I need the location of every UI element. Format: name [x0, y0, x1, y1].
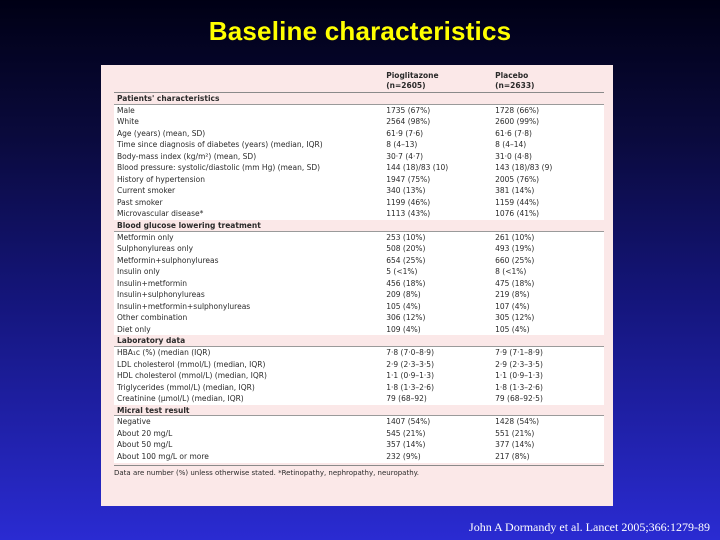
table-row [114, 347, 604, 359]
row-label: About 20 mg/L [117, 428, 173, 438]
table-row [114, 266, 604, 278]
placebo-value: 8 (4–14) [495, 140, 527, 150]
table-row [114, 232, 604, 244]
placebo-value: 1·8 (1·3–2·6) [495, 382, 543, 392]
placebo-value: 261 (10%) [495, 232, 535, 242]
placebo-value: 377 (14%) [495, 440, 535, 450]
pioglitazone-value: 2·9 (2·3–3·5) [386, 359, 435, 369]
table-row [114, 243, 604, 255]
pioglitazone-value: 508 (20%) [386, 244, 426, 254]
row-label: LDL cholesterol (mmol/L) (median, IQR) [117, 359, 266, 369]
pioglitazone-value: 340 (13%) [386, 186, 426, 196]
placebo-value: 1428 (54%) [495, 417, 540, 427]
row-label: Creatinine (μmol/L) (median, IQR) [117, 394, 244, 404]
row-label: History of hypertension [117, 174, 205, 184]
section-heading: Micral test result [114, 405, 604, 417]
placebo-value: 493 (19%) [495, 244, 535, 254]
table-row [114, 128, 604, 140]
table-body [114, 93, 604, 463]
table-row [114, 278, 604, 290]
table-row [114, 255, 604, 267]
row-label: About 50 mg/L [117, 440, 173, 450]
pioglitazone-value: 61·9 (7·6) [386, 128, 424, 138]
table-header [114, 69, 604, 93]
section-heading: Patients' characteristics [114, 93, 604, 105]
row-label: Past smoker [117, 197, 163, 207]
header-pioglitazone-n: (n=2605) [386, 81, 426, 90]
table-row [114, 439, 604, 451]
placebo-value: 219 (8%) [495, 290, 530, 300]
table-row [114, 185, 604, 197]
pioglitazone-value: 8 (4–13) [386, 140, 418, 150]
table-row [114, 382, 604, 394]
placebo-value: 7·9 (7·1–8·9) [495, 348, 543, 358]
pioglitazone-value: 105 (4%) [386, 301, 421, 311]
row-label: Sulphonylureas only [117, 244, 194, 254]
row-label: Current smoker [117, 186, 176, 196]
row-label: White [117, 117, 139, 127]
row-label: About 100 mg/L or more [117, 451, 209, 461]
table-row [114, 416, 604, 428]
placebo-value: 1728 (66%) [495, 105, 540, 115]
placebo-value: 660 (25%) [495, 255, 535, 265]
placebo-value: 143 (18)/83 (9) [495, 163, 553, 173]
placebo-value: 107 (4%) [495, 301, 530, 311]
row-label: Metformin+sulphonylureas [117, 255, 219, 265]
header-pioglitazone [386, 71, 495, 92]
row-label: Body-mass index (kg/m²) (mean, SD) [117, 151, 257, 161]
table-row [114, 359, 604, 371]
pioglitazone-value: 456 (18%) [386, 278, 426, 288]
table-footnote: Data are number (%) unless otherwise stated. *Retinopathy, nephropathy, neuropathy. [114, 465, 604, 478]
pioglitazone-value: 1·1 (0·9–1·3) [386, 371, 435, 381]
pioglitazone-value: 30·7 (4·7) [386, 151, 424, 161]
placebo-value: 217 (8%) [495, 451, 530, 461]
placebo-value: 305 (12%) [495, 313, 535, 323]
header-placebo [495, 71, 604, 92]
placebo-value: 1·1 (0·9–1·3) [495, 371, 543, 381]
placebo-value: 475 (18%) [495, 278, 535, 288]
header-spacer [114, 71, 386, 92]
table-row [114, 312, 604, 324]
citation: John A Dormandy et al. Lancet 2005;366:1279-89 [469, 520, 710, 534]
pioglitazone-value: 1113 (43%) [386, 209, 431, 219]
baseline-table [101, 65, 613, 506]
pioglitazone-value: 1199 (46%) [386, 197, 431, 207]
pioglitazone-value: 144 (18)/83 (10) [386, 163, 449, 173]
row-label: Male [117, 105, 135, 115]
row-label: Time since diagnosis of diabetes (years) (median, IQR) [117, 140, 323, 150]
header-placebo-name: Placebo [495, 71, 529, 80]
row-label: Insulin+metformin+sulphonylureas [117, 301, 251, 311]
pioglitazone-value: 1947 (75%) [386, 174, 431, 184]
row-label: Metformin only [117, 232, 174, 242]
placebo-value: 2005 (76%) [495, 174, 540, 184]
row-label: Insulin+sulphonylureas [117, 290, 205, 300]
section-heading: Blood glucose lowering treatment [114, 220, 604, 232]
pioglitazone-value: 1407 (54%) [386, 417, 431, 427]
pioglitazone-value: 79 (68–92) [386, 394, 427, 404]
table-row [114, 162, 604, 174]
row-label: HDL cholesterol (mmol/L) (median, IQR) [117, 371, 267, 381]
row-label: Microvascular disease* [117, 209, 204, 219]
pioglitazone-value: 2564 (98%) [386, 117, 431, 127]
header-placebo-n: (n=2633) [495, 81, 535, 90]
table-row [114, 370, 604, 382]
table-row [114, 105, 604, 117]
placebo-value: 8 (<1%) [495, 267, 527, 277]
pioglitazone-value: 306 (12%) [386, 313, 426, 323]
table-row [114, 208, 604, 220]
row-label: Diet only [117, 324, 151, 334]
table-row [114, 197, 604, 209]
table-row [114, 289, 604, 301]
table-row [114, 174, 604, 186]
placebo-value: 381 (14%) [495, 186, 535, 196]
row-label: Blood pressure: systolic/diastolic (mm Hg) (mean, SD) [117, 163, 321, 173]
placebo-value: 2600 (99%) [495, 117, 540, 127]
pioglitazone-value: 545 (21%) [386, 428, 426, 438]
table-row [114, 116, 604, 128]
row-label: Insulin only [117, 267, 160, 277]
table-row [114, 451, 604, 463]
table-row [114, 301, 604, 313]
placebo-value: 79 (68–92·5) [495, 394, 543, 404]
table-row [114, 151, 604, 163]
header-pioglitazone-name: Pioglitazone [386, 71, 439, 80]
row-label: Age (years) (mean, SD) [117, 128, 206, 138]
table-row [114, 139, 604, 151]
pioglitazone-value: 5 (<1%) [386, 267, 418, 277]
pioglitazone-value: 232 (9%) [386, 451, 421, 461]
pioglitazone-value: 109 (4%) [386, 324, 421, 334]
placebo-value: 1159 (44%) [495, 197, 540, 207]
row-label: Insulin+metformin [117, 278, 188, 288]
row-label: Triglycerides (mmol/L) (median, IQR) [117, 382, 255, 392]
placebo-value: 61·6 (7·8) [495, 128, 532, 138]
table-row [114, 324, 604, 336]
slide-title: Baseline characteristics [208, 16, 512, 46]
pioglitazone-value: 1735 (67%) [386, 105, 431, 115]
row-label: Other combination [117, 313, 188, 323]
pioglitazone-value: 7·8 (7·0–8·9) [386, 348, 435, 358]
row-label: Negative [117, 417, 151, 427]
placebo-value: 551 (21%) [495, 428, 535, 438]
placebo-value: 31·0 (4·8) [495, 151, 532, 161]
section-heading: Laboratory data [114, 335, 604, 347]
placebo-value: 105 (4%) [495, 324, 530, 334]
pioglitazone-value: 357 (14%) [386, 440, 426, 450]
table-row [114, 428, 604, 440]
table-row [114, 393, 604, 405]
row-label: HBA₁c (%) (median (IQR) [117, 348, 211, 358]
placebo-value: 2·9 (2·3–3·5) [495, 359, 543, 369]
pioglitazone-value: 654 (25%) [386, 255, 426, 265]
placebo-value: 1076 (41%) [495, 209, 540, 219]
pioglitazone-value: 209 (8%) [386, 290, 421, 300]
pioglitazone-value: 1·8 (1·3–2·6) [386, 382, 435, 392]
pioglitazone-value: 253 (10%) [386, 232, 426, 242]
